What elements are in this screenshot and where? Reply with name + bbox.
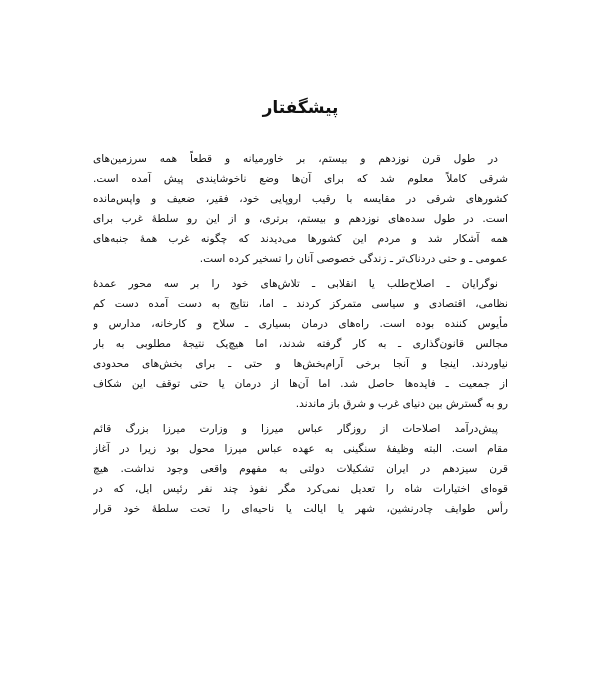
text-line: نیاوردند. اینجا و آنجا برخی آرام‌بخش‌ها و حتی ـ برای بخش‌های محدودی <box>93 358 508 370</box>
text-line: در طول قرن نوزدهم و بیستم، بر خاورمیانه و قطعاً همه سرزمین‌های <box>93 153 498 165</box>
text-line: همه آشکار شد و مردم این کشورها می‌دیدند که چگونه غرب همهٔ جنبه‌های <box>93 233 508 245</box>
text-line: رو به گسترش بین دنیای غرب و شرق باز ماندند. <box>295 398 508 410</box>
text-line: نظامی، اقتصادی و سیاسی متمرکز کردند ـ اما، نتایج به دست آمده دست کم <box>93 298 508 310</box>
text-line: رأس طوایف چادرنشین، شهر یا ایالت یا ناحیه‌ای را تحت سلطهٔ خود قرار <box>93 503 508 515</box>
text-line: پیش‌درآمد اصلاحات از روزگار عباس میرزا و وزارت میرزا بزرگ قائم <box>93 423 498 435</box>
text-line: مقام است. البته وظیفهٔ سنگینی به عهده عباس میرزا محول بود زیرا در آغاز <box>93 443 508 455</box>
text-line: کشورهای شرقی در مقایسه با رقیب اروپایی خود، فقیر، ضعیف و واپس‌مانده <box>93 193 508 205</box>
paragraph-2 <box>93 274 508 414</box>
paragraph-1 <box>93 149 508 269</box>
page-title: پیشگفتار <box>262 98 339 118</box>
text-line: است. در طول سده‌های نوزدهم و بیستم، برتری، و از این رو سلطهٔ غرب برای <box>93 213 508 225</box>
text-line: شرقی کاملاً معلوم شد که برای آن‌ها وضع ناخوشایندی پیش آمده است. <box>93 173 508 185</box>
text-line: عمومی ـ و حتی دردناک‌تر ـ زندگی خصوصی آنان را تسخیر کرده است. <box>199 253 508 265</box>
text-line: مجالس قانون‌گذاری ـ به کار گرفته شدند، اما هیچ‌یک نتیجهٔ مطلوبی به بار <box>93 338 508 350</box>
body-text <box>93 149 508 524</box>
text-line: قوه‌ای اختیارات شاه را تعدیل نمی‌کرد مگر نفوذ چند نفر رئیس ایل، که در <box>93 483 508 495</box>
text-line: از جمعیت ـ فایده‌ها حاصل شد. اما آن‌ها از درمان یا حتی توقف این شکاف <box>93 378 508 390</box>
text-line: مأیوس کننده بوده است. راه‌های درمان بسیاری ـ سلاح و کارخانه، مدارس و <box>93 318 508 330</box>
text-line: نوگرایان ـ اصلاح‌طلب یا انقلابی ـ تلاش‌های خود را بر سه محور عمدهٔ <box>93 278 498 290</box>
text-line: قرن سیزدهم در ایران تشکیلات دولتی به مفهوم واقعی وجود نداشت. هیچ <box>93 463 508 475</box>
paragraph-3 <box>93 419 508 519</box>
